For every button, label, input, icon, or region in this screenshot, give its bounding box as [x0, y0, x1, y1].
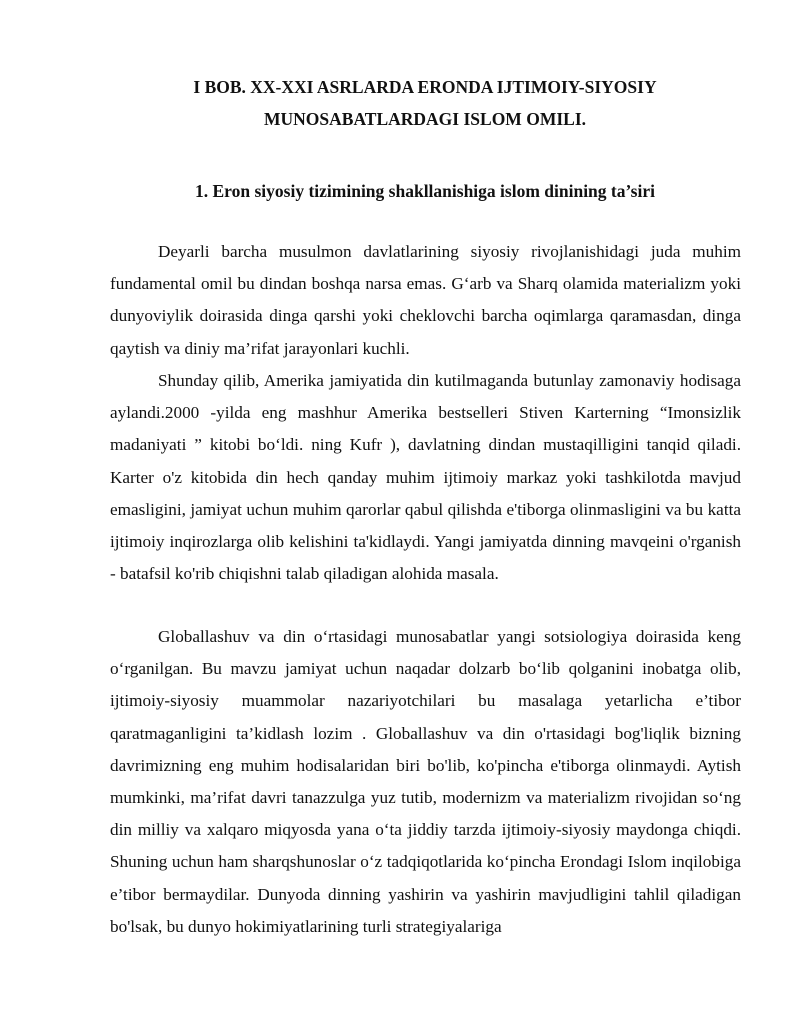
paragraph-2: Shunday qilib, Amerika jamiyatida din kutilmaganda butunlay zamonaviy hodisaga aylandi.2000 -yilda eng mashhur Amerika bestselleri Stiven Karterning “Imonsizlik madaniyati ” kitobi bo‘ldi. ning Kufr ), davlatning dindan mustaqilligini tanqid qiladi. Karter o'z kitobida din hech qanday muhim ijtimoiy markaz yoki tashkilotda mavjud emasligini, jamiyat uchun muhim qarorlar qabul qilishda e'tiborga olinmasligini va bu katta ijtimoiy inqirozlarga olib kelishini ta'kidlaydi. Yangi jamiyatda dinning mavqeini o'rganish - batafsil ko'rib chiqishni talab qiladigan alohida masala. — [110, 371, 741, 584]
section-heading: 1. Eron siyosiy tizimining shakllanishiga islom dinining ta’siri — [195, 181, 655, 201]
paragraph-3: Globallashuv va din o‘rtasidagi munosabatlar yangi sotsiologiya doirasida keng o‘rganilgan. Bu mavzu jamiyat uchun naqadar dolzarb bo‘lib qolganini inobatga olib, ijtimoiy-siyosiy muammolar nazariyotchilari bu masalaga yetarlicha e’tibor qaratmaganligini ta’kidlash lozim . Globallashuv va din o'rtasidagi bog'liqlik bizning davrimizning eng muhim hodisalaridan biri bo'lib, ko'pincha e'tiborga olinmaydi. Aytish mumkinki, ma’rifat davri tanazzulga yuz tutib, modernizm va materializm rivojidan so‘ng din milliy va xalqaro miqyosda yana o‘ta jiddiy tarzda ijtimoiy-siyosiy maydonga chiqdi. Shuning uchun ham sharqshunoslar o‘z tadqiqotlarida ko‘pincha Erondagi Islom inqilobiga e’tibor bermaydilar. Dunyoda dinning yashirin va yashirin mavjudligini tahlil qiladigan bo'lsak, bu dunyo hokimiyatlarining turli strategiyalariga — [110, 627, 741, 936]
paragraph-1: Deyarli barcha musulmon davlatlarining siyosiy rivojlanishidagi juda muhim fundamental omil bu dindan boshqa narsa emas. G‘arb va Sharq olamida materializm yoki dunyoviylik doirasida dinga qarshi yoki cheklovchi barcha oqimlarga qaramasdan, dinga qaytish va diniy ma’rifat jarayonlari kuchli. — [110, 242, 741, 358]
chapter-title-line-1: I BOB. XX-XXI ASRLARDA ERONDA IJTIMOIY-SIYOSIY — [193, 77, 657, 97]
chapter-title-line-2: MUNOSABATLARDAGI ISLOM OMILI. — [264, 109, 586, 129]
